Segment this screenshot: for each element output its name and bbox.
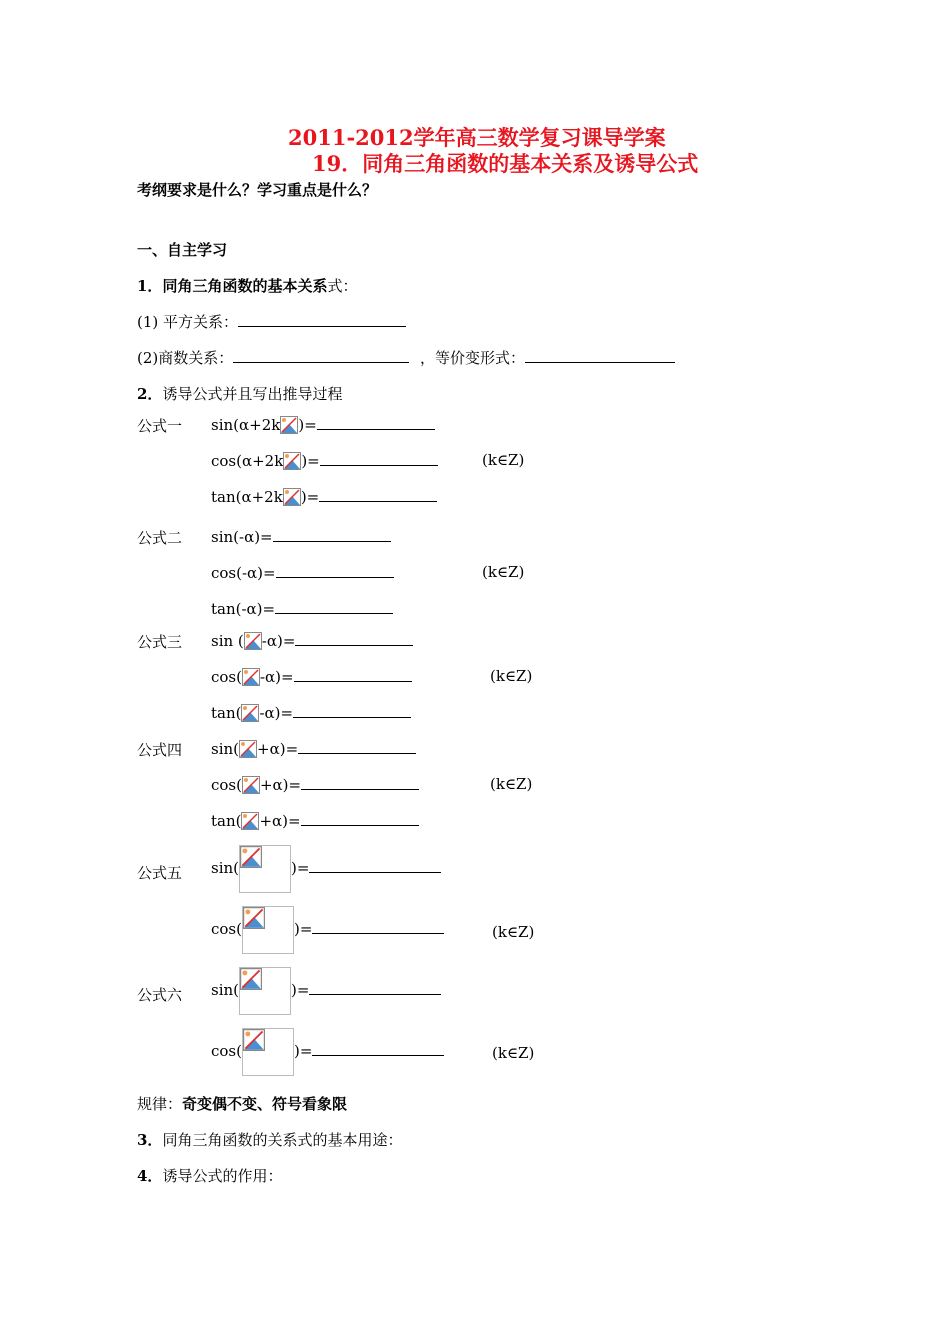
formula-text: sin ( (211, 632, 244, 650)
formula-text: )= (298, 416, 317, 434)
formula-1-name: 公式一 (137, 417, 183, 435)
formula-4-name: 公式四 (137, 741, 183, 759)
k-in-z-label: (k∈Z) (490, 775, 533, 793)
item-2-number: 2． (137, 385, 163, 403)
rule-text: 奇变偶不变、符号看象限 (182, 1095, 348, 1113)
quotient-relation (137, 347, 675, 368)
item-1-label: 同角三角函数的基本关系 (162, 277, 328, 295)
formula-2-cos (211, 563, 394, 582)
doc-subtitle: 19．同角三角函数的基本关系及诱导公式 (312, 151, 699, 176)
answer-blank[interactable] (312, 919, 444, 934)
answer-blank[interactable] (320, 451, 438, 466)
broken-image-icon (283, 488, 301, 506)
equivalent-form-label: ，等价变形式： (420, 349, 526, 367)
item-4-number: 4． (137, 1167, 163, 1185)
k-in-z-label: (k∈Z) (482, 563, 525, 581)
formula-text: sin( (211, 859, 240, 877)
answer-blank[interactable] (238, 312, 406, 327)
formula-4-tan (211, 811, 419, 831)
formula-text: )= (293, 920, 313, 938)
broken-image-icon (239, 740, 257, 758)
formula-3-tan (211, 703, 411, 723)
broken-image-icon (241, 704, 259, 722)
formula-text: sin(α+2k (211, 416, 281, 434)
formula-4-cos (211, 775, 419, 795)
formula-text: )= (300, 488, 320, 506)
item-4-label: 诱导公式的作用： (162, 1167, 283, 1185)
formula-5-cos (211, 906, 444, 954)
formula-2-name: 公式二 (137, 529, 183, 547)
k-in-z-label: (k∈Z) (490, 667, 533, 685)
formula-text: )= (293, 1042, 313, 1060)
formula-2-sin (211, 527, 391, 546)
square-relation (137, 311, 406, 332)
answer-blank[interactable] (276, 563, 394, 578)
formula-5-name: 公式五 (137, 864, 183, 882)
broken-image-icon (241, 812, 259, 830)
k-in-z-label: (k∈Z) (482, 451, 525, 469)
item-4 (137, 1165, 282, 1186)
k-in-z-label: (k∈Z) (492, 923, 535, 941)
formula-3-sin (211, 631, 413, 651)
formula-text: cos(α+2k (211, 452, 284, 470)
formula-text: cos( (211, 1042, 242, 1060)
item-1-suffix: 式： (327, 277, 358, 295)
formula-text: sin( (211, 740, 240, 758)
formula-4-sin (211, 739, 416, 759)
formula-1-tan (211, 487, 437, 507)
formula-5-sin (211, 845, 441, 893)
formula-text: tan(-α)= (211, 600, 276, 618)
broken-image-icon (242, 668, 260, 686)
formula-text: )= (301, 452, 320, 470)
section-heading: 一、自主学习 (137, 241, 228, 259)
formula-text: tan( (211, 704, 242, 722)
answer-blank[interactable] (293, 703, 411, 718)
item-3-number: 3． (137, 1131, 163, 1149)
formula-text: cos( (211, 776, 242, 794)
formula-6-name: 公式六 (137, 986, 183, 1004)
formula-3-cos (211, 667, 412, 687)
formula-text: +α)= (259, 776, 302, 794)
formula-text: cos( (211, 920, 242, 938)
item-2-label: 诱导公式并且写出推导过程 (162, 385, 343, 403)
formula-text: cos(-α)= (211, 564, 276, 582)
answer-blank[interactable] (309, 980, 441, 995)
formula-3-name: 公式三 (137, 633, 183, 651)
formula-text: +α)= (257, 740, 299, 758)
broken-image-icon (280, 416, 298, 434)
item-1-number: 1． (137, 277, 163, 295)
square-relation-label: (1) 平方关系： (137, 313, 239, 331)
question-heading: 考纲要求是什么？学习重点是什么？ (137, 181, 378, 199)
rule-label: 规律： (137, 1095, 183, 1113)
broken-image-icon (244, 632, 262, 650)
formula-text: tan( (211, 812, 242, 830)
broken-image-icon (239, 967, 291, 1015)
item-3 (137, 1129, 402, 1150)
answer-blank[interactable] (233, 348, 409, 363)
answer-blank[interactable] (319, 487, 437, 502)
broken-image-icon (283, 452, 301, 470)
answer-blank[interactable] (273, 527, 391, 542)
formula-text: -α)= (259, 668, 294, 686)
formula-text: -α)= (259, 704, 294, 722)
formula-1-sin (211, 415, 435, 435)
formula-6-cos (211, 1028, 444, 1076)
item-3-label: 同角三角函数的关系式的基本用途： (162, 1131, 403, 1149)
broken-image-icon (239, 845, 291, 893)
item-1 (137, 275, 357, 296)
answer-blank[interactable] (301, 811, 419, 826)
answer-blank[interactable] (301, 775, 419, 790)
answer-blank[interactable] (525, 348, 675, 363)
rule-line (137, 1093, 347, 1114)
k-in-z-label: (k∈Z) (492, 1044, 535, 1062)
formula-6-sin (211, 967, 441, 1015)
item-2 (137, 383, 342, 404)
formula-2-tan (211, 599, 393, 618)
answer-blank[interactable] (295, 631, 413, 646)
formula-text: -α)= (261, 632, 296, 650)
answer-blank[interactable] (309, 858, 441, 873)
formula-text: )= (291, 981, 310, 999)
answer-blank[interactable] (317, 415, 435, 430)
answer-blank[interactable] (294, 667, 412, 682)
answer-blank[interactable] (312, 1041, 444, 1056)
formula-text: +α)= (259, 812, 301, 830)
answer-blank[interactable] (275, 599, 393, 614)
formula-text: cos( (211, 668, 242, 686)
formula-text: sin(-α)= (211, 528, 273, 546)
broken-image-icon (242, 1028, 294, 1076)
broken-image-icon (242, 776, 260, 794)
quotient-relation-label: (2)商数关系： (137, 349, 234, 367)
formula-1-cos (211, 451, 438, 471)
formula-text: sin( (211, 981, 240, 999)
broken-image-icon (242, 906, 294, 954)
formula-text: tan(α+2k (211, 488, 283, 506)
formula-text: )= (291, 859, 310, 877)
answer-blank[interactable] (298, 739, 416, 754)
doc-title: 2011-2012学年高三数学复习课导学案 (288, 125, 666, 150)
